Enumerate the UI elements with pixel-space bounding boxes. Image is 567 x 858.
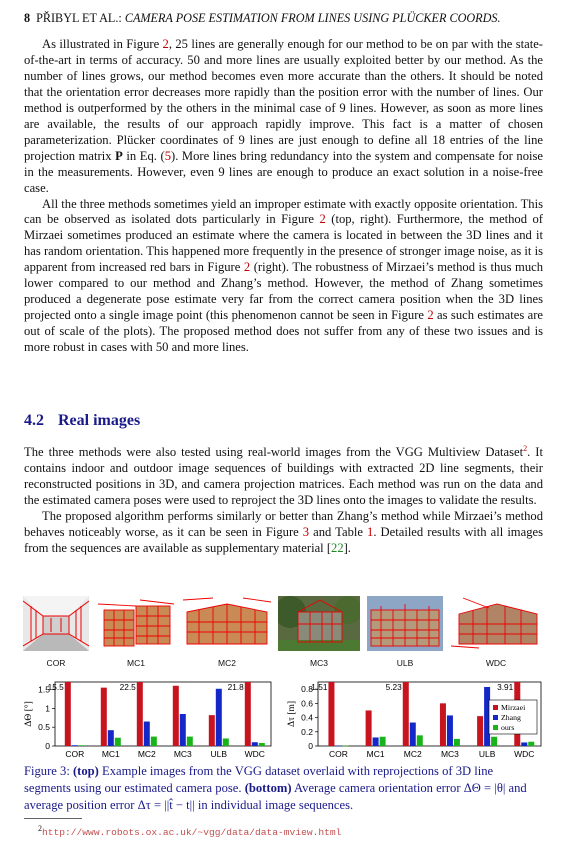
bar-zhang [180,714,186,746]
x-tick-label: MC1 [366,749,385,759]
image-label-mc1: MC1 [127,658,145,668]
x-tick-label: MC1 [101,749,120,759]
bar-mirzaei [209,715,215,746]
legend-swatch [493,725,498,730]
paragraph-2: All the three methods sometimes yield an improper estimate with exactly opposite orientation. This can be observed as isolated dots particularly in Figure 2 (top, right). Furthermore, the method of Mirzaei sometimes produced an estimate where the camera is located in between the 3D lines and it has random orientation. This happened more frequently in the presence of stronger image noise, as it is apparent from increased red bars in Figure 2 (right). The robustness of Mirzaei’s method is thus much lower compared to our method and Zhang’s method. However, the method of Zhang sometimes produced a degenerate pose estimate very far from the correct camera position when the 3D lines projected onto a single image point (this phenomenon cannot be seen in Figure 2 as such estimates are out of scale of the plots). The proposed method does not suffer from any of these two issues and is more robust in cases with 50 and more lines. [24,196,543,355]
clipped-value-label: 3.91 [497,682,514,692]
mc1-image [96,596,176,651]
image-label-mc3: MC3 [310,658,328,668]
bar-zhang [410,723,416,746]
y-axis-label: ΔΘ [°] [24,701,34,727]
example-images-strip [23,596,543,672]
equation-ref-link[interactable]: 5 [164,148,171,163]
bar-mirzaei [366,710,372,746]
bar-mirzaei [328,682,334,746]
bar-zhang [521,742,527,746]
figure-ref-link[interactable]: 2 [243,260,251,275]
figure-ref-link[interactable]: 3 [302,524,310,539]
wdc-image [449,596,543,651]
mc3-image [278,596,360,651]
image-label-mc2: MC2 [218,658,236,668]
bar-ours [223,738,229,746]
y-tick-label: 0 [308,741,313,751]
clipped-value-label: 5.23 [385,682,402,692]
legend-entry: ours [501,723,515,732]
bar-zhang [447,715,453,746]
orientation-error-chart [22,676,277,762]
footnote-marker-link[interactable]: 2 [523,444,528,453]
section-heading [24,412,140,430]
bar-zhang [108,730,114,746]
footnote-number: 2 [38,824,42,833]
x-tick-label: MC2 [403,749,422,759]
clipped-value-label: 22.5 [119,682,136,692]
image-label-wdc: WDC [485,658,507,668]
x-tick-label: MC3 [440,749,459,759]
position-error-chart [285,676,547,762]
clipped-value-label: 21.8 [227,682,244,692]
caption-label: Figure 3: [24,764,70,778]
bar-ours [79,745,85,746]
y-axis-label: Δτ [m] [287,700,297,728]
bar-mirzaei [245,682,251,746]
y-tick-label: 0.6 [301,698,313,709]
bar-ours [187,737,193,746]
legend-swatch [493,715,498,720]
bar-ours [454,739,460,746]
bar-mirzaei [101,688,107,746]
footnote [38,824,341,838]
y-tick-label: 1 [45,703,50,714]
body-text-upper [24,37,543,356]
header-title: CAMERA POSE ESTIMATION FROM LINES USING PLÜCKER COORDS. [124,11,501,25]
paragraph-3: The three methods were also tested using real-world images from the VGG Multiview Dataset$^2$. It contains indoor and outdoor image sequences of buildings with extracted 2D line segments, their reconstructed positions in 3D, and camera projection matrices. Each method was run on the data and the estimated camera poses were used to reproject the 3D lines onto the images to validate the results. [24,444,543,508]
x-tick-label: WDC [514,749,535,759]
x-tick-label: MC2 [137,749,156,759]
x-tick-label: ULB [210,749,228,759]
y-tick-label: 0 [45,741,50,751]
y-tick-label: 0.5 [38,722,50,733]
bar-ours [491,737,497,746]
bar-zhang [373,737,379,746]
mc2-image [183,596,271,651]
bar-mirzaei [173,686,179,746]
clipped-value-label: 1.51 [311,682,328,692]
figure-ref-link[interactable]: 2 [427,308,434,323]
bar-ours [417,735,423,746]
paragraph-4: The proposed algorithm performs similarly or better than Zhang’s method while Mirzaei’s method behaves noticeably worse, as it can be seen in Figure 3 and Table 1. Detailed results with all images from the sequences are available as supplementary material [22]. [24,509,543,555]
bar-ours [151,737,157,746]
y-tick-label: 0.4 [301,712,313,723]
bar-mirzaei [137,682,143,746]
bar-zhang [72,745,78,746]
bar-ours [342,746,348,747]
legend-entry: Zhang [501,713,521,722]
page-number: 8 [24,11,31,25]
body-text-lower [24,441,543,557]
bar-zhang [252,742,258,746]
section-number: 4.2 [24,412,44,429]
legend-swatch [493,705,498,710]
bar-zhang [335,746,341,747]
ulb-image [367,596,443,651]
figure-ref-link[interactable]: 2 [319,212,326,227]
footnote-url-link[interactable]: http://www.robots.ox.ac.uk/~vgg/data/data-mview.html [42,827,342,839]
figure-ref-link[interactable]: 2 [162,37,169,51]
y-tick-label: 0.8 [301,684,313,695]
x-tick-label: WDC [244,749,265,759]
bar-mirzaei [403,682,409,746]
bar-mirzaei [65,682,71,746]
table-ref-link[interactable]: 1 [367,524,374,539]
x-tick-label: COR [328,749,348,759]
running-header [24,11,544,26]
bar-zhang [144,722,150,746]
x-tick-label: ULB [478,749,496,759]
section-title: Real images [58,412,141,429]
image-label-cor: COR [46,658,66,668]
footnote-divider [24,818,82,819]
y-tick-label: 0.2 [301,726,313,737]
header-authors: PŘIBYL ET AL.: [36,11,122,25]
bar-mirzaei [440,703,446,746]
x-tick-label: MC3 [173,749,192,759]
y-tick-label: 1.5 [38,684,50,695]
bar-ours [380,737,386,746]
figure-caption: Figure 3: (top) Example images from the VGG dataset overlaid with reprojections of 3D line segments using our estimated camera pose. (bottom) Average camera orientation error ΔΘ = |θ| and average position error Δτ = ||t̂ − t|| in individual image sequences. [24,764,527,812]
clipped-value-label: 15.5 [47,682,64,692]
bar-zhang [216,689,222,746]
bar-ours [259,743,265,746]
image-label-ulb: ULB [396,658,414,668]
bar-mirzaei [477,716,483,746]
citation-link[interactable]: 22 [331,540,344,555]
bar-ours [528,742,534,746]
paragraph-1: As illustrated in Figure 2, 25 lines are generally enough for our method to be on par with the state-of-the-art in terms of accuracy. 50 and more lines are usually exploited better by our method. As the number of lines grows, our method becomes even more accurate than the others. It should be noted that the orientation error decreases more rapidly than the position error with the number of lines. Our method is outperformed by the others in the minimal case of 9 lines. However, as soon as more lines are available, the results of our approach rapidly improve. This fact is a matter of chosen parameterization. Plücker coordinates of 9 lines are just enough to define all 18 entries of the line projection matrix P in Eq. (5). More lines bring redundancy into the system and compensate for noise in the measurements. However, even 9 lines are enough to produce an exact solution in a noise-free case. [24,37,544,195]
bar-ours [115,738,121,746]
cor-image [23,596,89,651]
legend-entry: Mirzaei [501,703,526,712]
x-tick-label: COR [65,749,85,759]
